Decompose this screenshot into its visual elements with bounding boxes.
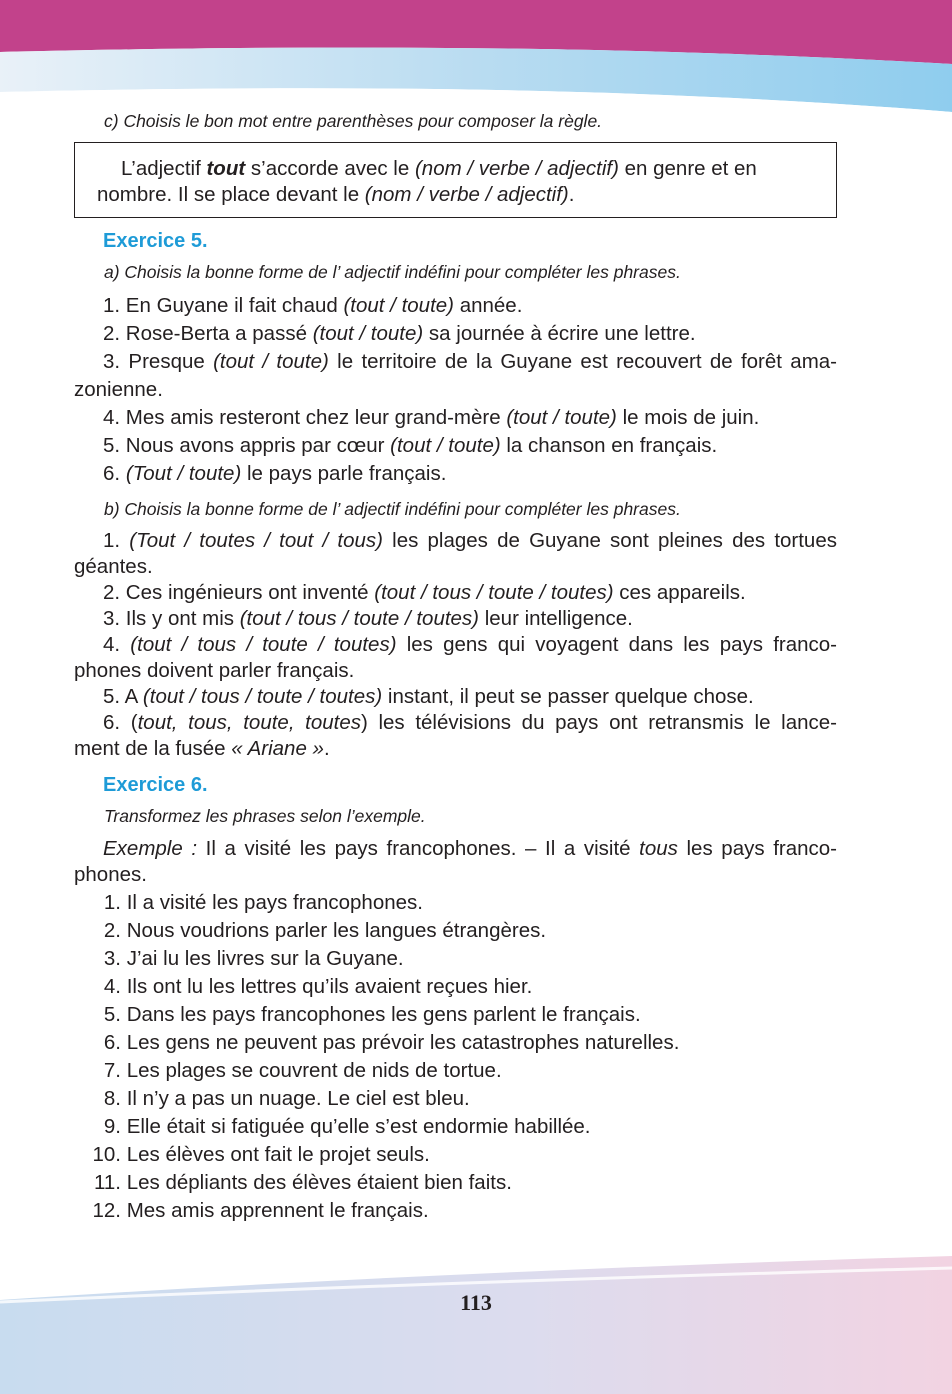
list-item: 4. (tout / tous / toute / toutes) les gens qui voyagent dans les pays franco- xyxy=(103,633,837,656)
list-item: 6. Les gens ne peuvent pas prévoir les catastrophes naturelles. xyxy=(103,1031,680,1054)
rule-line-1: L’adjectif tout s’accorde avec le (nom / verbe / adjectif) en genre et en xyxy=(121,157,757,180)
list-item: 3. Presque (tout / toute) le territoire de la Guyane est recouvert de forêt ama- xyxy=(103,350,838,373)
list-item: 6. (tout, tous, toute, toutes) les télévisions du pays ont retransmis le lance- xyxy=(103,711,837,734)
exercise-5-heading: Exercice 5. xyxy=(103,230,208,252)
ex6-instruction: Transformez les phrases selon l’exemple. xyxy=(104,806,426,826)
list-item: 2. Nous voudrions parler les langues étrangères. xyxy=(103,919,547,942)
list-item-continuation: géantes. xyxy=(74,555,153,578)
ex5-b-instruction: b) Choisis la bonne forme de l’ adjectif indéfini pour compléter les phrases. xyxy=(104,499,681,519)
example-continuation: phones. xyxy=(74,863,147,886)
list-item: 1. (Tout / toutes / tout / tous) les plages de Guyane sont pleines des tortues xyxy=(103,529,837,552)
rule-line-2: nombre. Il se place devant le (nom / verbe / adjectif). xyxy=(97,183,575,206)
list-item: 11. Les dépliants des élèves étaient bien faits. xyxy=(94,1171,512,1194)
list-item: 9. Elle était si fatiguée qu’elle s’est endormie habillée. xyxy=(103,1115,591,1138)
list-item: 12. Mes amis apprennent le français. xyxy=(92,1199,429,1222)
list-item: 1. Il a visité les pays francophones. xyxy=(103,891,423,914)
list-item-continuation: phones doivent parler français. xyxy=(74,659,355,682)
list-item: 5. Nous avons appris par cœur (tout / toute) la chanson en français. xyxy=(103,434,718,457)
list-item: 2. Rose-Berta a passé (tout / toute) sa journée à écrire une lettre. xyxy=(103,322,696,345)
example-line: Exemple : Il a visité les pays francophones. – Il a visité tous les pays franco- xyxy=(103,837,837,860)
list-item: 5. A (tout / tous / toute / toutes) instant, il peut se passer quelque chose. xyxy=(103,685,754,708)
list-item: 2. Ces ingénieurs ont inventé (tout / tous / toute / toutes) ces appareils. xyxy=(103,581,746,604)
list-item: 7. Les plages se couvrent de nids de tortue. xyxy=(103,1059,502,1082)
exercise-6-heading: Exercice 6. xyxy=(103,774,208,796)
list-item: 1. En Guyane il fait chaud (tout / toute) année. xyxy=(103,294,523,317)
ex5-a-instruction: a) Choisis la bonne forme de l’ adjectif indéfini pour compléter les phrases. xyxy=(104,262,681,282)
list-item: 4. Ils ont lu les lettres qu’ils avaient reçues hier. xyxy=(103,975,533,998)
list-item-continuation: zonienne. xyxy=(74,378,163,401)
rule-box xyxy=(74,142,837,218)
list-item: 10. Les élèves ont fait le projet seuls. xyxy=(92,1143,430,1166)
list-item: 6. (Tout / toute) le pays parle français. xyxy=(103,462,447,485)
list-item: 5. Dans les pays francophones les gens parlent le français. xyxy=(103,1003,641,1026)
list-item: 8. Il n’y a pas un nuage. Le ciel est bleu. xyxy=(103,1087,470,1110)
header-band xyxy=(0,0,952,120)
list-item: 4. Mes amis resteront chez leur grand-mère (tout / toute) le mois de juin. xyxy=(103,406,760,429)
list-item-continuation: ment de la fusée « Ariane ». xyxy=(74,737,330,760)
list-item: 3. J’ai lu les livres sur la Guyane. xyxy=(103,947,404,970)
page-number: 113 xyxy=(460,1290,492,1315)
list-item: 3. Ils y ont mis (tout / tous / toute / toutes) leur intelligence. xyxy=(103,607,633,630)
footer-band xyxy=(0,1240,952,1394)
rule-instruction: c) Choisis le bon mot entre parenthèses pour composer la règle. xyxy=(104,111,603,131)
